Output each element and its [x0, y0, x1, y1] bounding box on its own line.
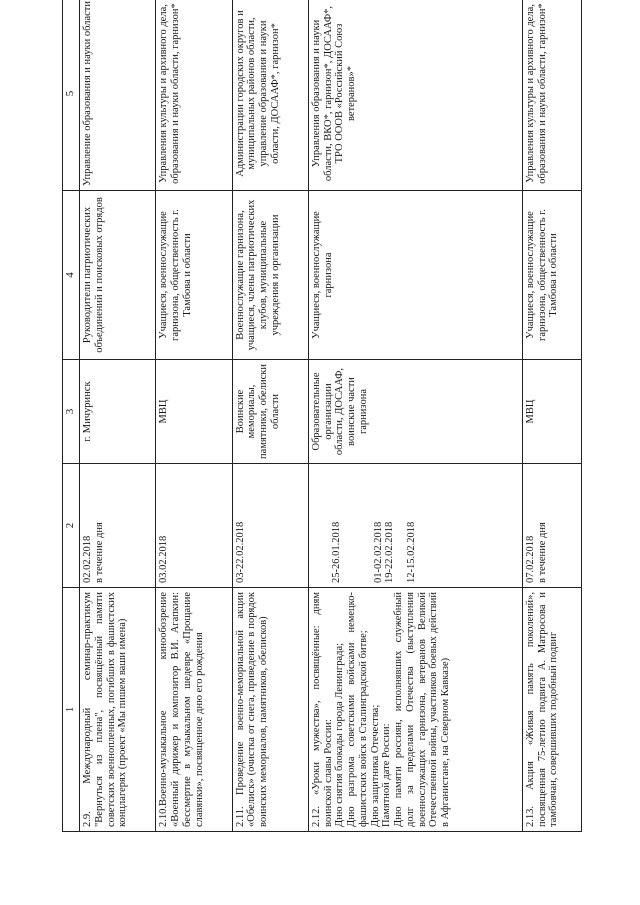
table-row [308, 0, 522, 832]
header-col-1: 1 [63, 588, 80, 832]
event-line: Дню снятия блокады города Ленинграда; [334, 642, 346, 827]
participants-cell: Учащиеся, военнослужащие гарнизона, общественность г. Тамбова и области [522, 191, 581, 360]
table-row [156, 0, 232, 832]
responsible-cell: Управление образования и науки области [80, 0, 156, 191]
date-cell [522, 464, 581, 588]
date-line: 25-26.01.2018 [330, 521, 342, 583]
header-col-2: 2 [63, 464, 80, 588]
event-line: 2.12. «Уроки мужества», посвящённые: дням воинской славы России: [310, 592, 334, 827]
place-cell: Воинские мемориалы, памятники, обелиски области [232, 360, 308, 464]
participants-cell: Учащиеся, военнослужащие гарнизона [308, 191, 522, 360]
header-col-5: 5 [63, 0, 80, 191]
rotated-table-container [62, 1, 582, 832]
event-line: Дню разгрома советскими войсками немецко-фашистских войск в Сталинградской битве; [346, 592, 369, 827]
place-cell: МВЦ [522, 360, 581, 464]
table-row [522, 0, 581, 832]
date-line: 07.02.2018 [524, 535, 536, 583]
date-line: 19-22.02.2018 [384, 521, 396, 583]
event-cell: 2.9. Международный семинар-практикум "Вернуться из плена", посвящённый памяти советских военнопленных, погибших в фашистских концлагерях (проект «Мы пишем ваши имена) [80, 588, 156, 832]
responsible-cell: Управления образования и науки области, ВКО*, гарнизон*, ДОСААФ*, ТРО ОООВ «Российский Союз ветеранов»* [308, 0, 522, 191]
date-line: 02.02.2018 [82, 535, 93, 583]
date-cell [232, 464, 308, 588]
place-cell: г. Мичуринск [80, 360, 156, 464]
table-row [232, 0, 308, 832]
table-row [80, 0, 156, 832]
participants-cell: Военнослужащие гарнизона, учащиеся, члены патриотических клубов, муниципальные учреждения и организации [232, 191, 308, 360]
participants-cell: Руководители патриотических объединений и поисковых отрядов [80, 191, 156, 360]
event-line: Дню памяти россиян, исполнявших служебный долг за пределами Отечества (выступления военнослужащих гарнизона, ветеранов Великой Отечественной войны, участников боевых действий в Афганистане, на Северном Кавказе) [393, 592, 452, 827]
date-line: 03-22.02.2018 [234, 521, 246, 583]
event-cell [308, 588, 522, 832]
date-line: 12-15.02.2018 [406, 521, 418, 583]
place-cell: МВЦ [156, 360, 232, 464]
responsible-cell: Управления культуры и архивного дела, образования и науки области, гарнизон* [156, 0, 232, 191]
table-header-row [63, 0, 80, 832]
event-cell: 2.13. Акция «Живая память поколений», посвященная 75-летию подвига А. Матросова и тамбовчан, совершивших подобный подвиг [522, 588, 581, 832]
place-cell: Образовательные организации области, ДОСААФ, воинские части гарнизона [308, 360, 522, 464]
date-cell [80, 464, 156, 588]
date-line: в течение дня [536, 522, 548, 583]
event-line: Памятной дате России: [381, 723, 393, 827]
date-cell [156, 464, 232, 588]
event-line: Дню защитника Отечества; [369, 704, 381, 827]
date-cell [308, 464, 522, 588]
events-table [62, 0, 582, 832]
event-cell: 2.11. Проведение военно-мемориальной акции «Обелиск» (очистка от снега, приведение в порядок воинских мемориалов, памятников, обелисков) [232, 588, 308, 832]
date-line: 01-02.02.2018 [372, 521, 384, 583]
participants-cell: Учащиеся, военнослужащие гарнизона, общественность г. Тамбова и области [156, 191, 232, 360]
date-line: 03.02.2018 [158, 535, 170, 583]
header-col-3: 3 [63, 360, 80, 464]
responsible-cell: Управления культуры и архивного дела, образования и науки области, гарнизон* [522, 0, 581, 191]
event-cell: 2.10.Военно-музыкальное кинообозрение «Военный дирижер и композитор В.И. Агапкин: бессмертие в музыкальном шедевре «Прощание славянки», посвященное дню его рождения [156, 588, 232, 832]
responsible-cell: Администрации городских округов и муниципальных районов области, управление образования и науки области, ДОСААФ*, гарнизон* [232, 0, 308, 191]
date-line: в течение дня [93, 522, 105, 583]
header-col-4: 4 [63, 191, 80, 360]
